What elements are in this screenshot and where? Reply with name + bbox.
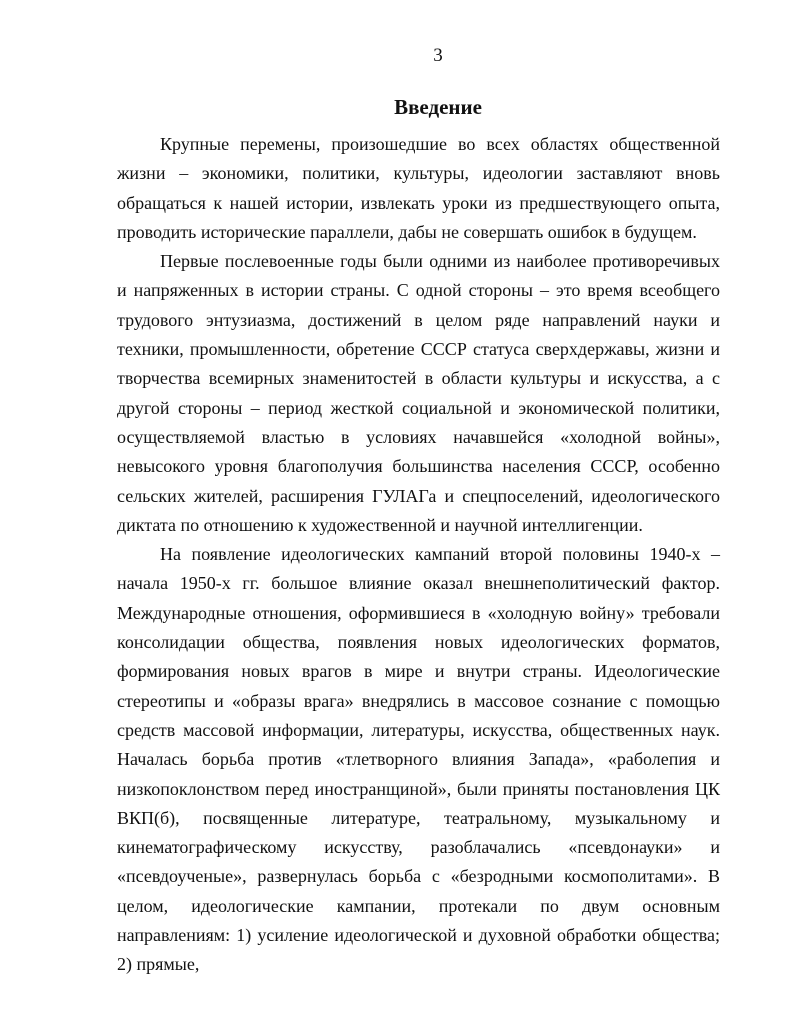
paragraph-2: Первые послевоенные годы были одними из наиболее противоречивых и напряженных в истории страны. С одной стороны – это время всеобщего трудового энтузиазма, достижений в целом ряде направлений науки и техники, промышленности, обретение СССР статуса сверхдержавы, жизни и творчества всемирных знаменитостей в области культуры и искусства, а с другой стороны – период жесткой социальной и экономической политики, осуществляемой властью в условиях начавшейся «холодной войны», невысокого уровня благополучия большинства населения СССР, особенно сельских жителей, расширения ГУЛАГа и спецпоселений, идеологического диктата по отношению к художественной и научной интеллигенции. bbox=[117, 251, 720, 535]
paragraph-1: Крупные перемены, произошедшие во всех областях общественной жизни – экономики, политики, культуры, идеологии заставляют вновь обращаться к нашей истории, извлекать уроки из предшествующего опыта, проводить исторические параллели, дабы не совершать ошибок в будущем. bbox=[117, 134, 720, 242]
paragraph-3: На появление идеологических кампаний второй половины 1940-х – начала 1950-х гг. большое влияние оказал внешнеполитический фактор. Международные отношения, оформившиеся в «холодную войну» требовали консолидации общества, появления новых идеологических форматов, формирования новых врагов в мире и внутри страны. Идеологические стереотипы и «образы врага» внедрялись в массовое сознание с помощью средств массовой информации, литературы, искусства, общественных наук. Началась борьба против «тлетворного влияния Запада», «раболепия и низкопоклонством перед иностранщиной», были приняты постановления ЦК ВКП(б), посвященные литературе, театральному, музыкальному и кинематографическому искусству, разоблачались «псевдонауки» и «псевдоученые», развернулась борьба с «безродными космополитами». В целом, идеологические кампании, протекали по двум основным направлениям: 1) усиление идеологической и духовной обработки общества; 2) прямые, bbox=[117, 544, 720, 975]
page-title: Введение bbox=[394, 95, 482, 119]
body-text bbox=[117, 130, 720, 980]
page-number: 3 bbox=[433, 45, 443, 66]
